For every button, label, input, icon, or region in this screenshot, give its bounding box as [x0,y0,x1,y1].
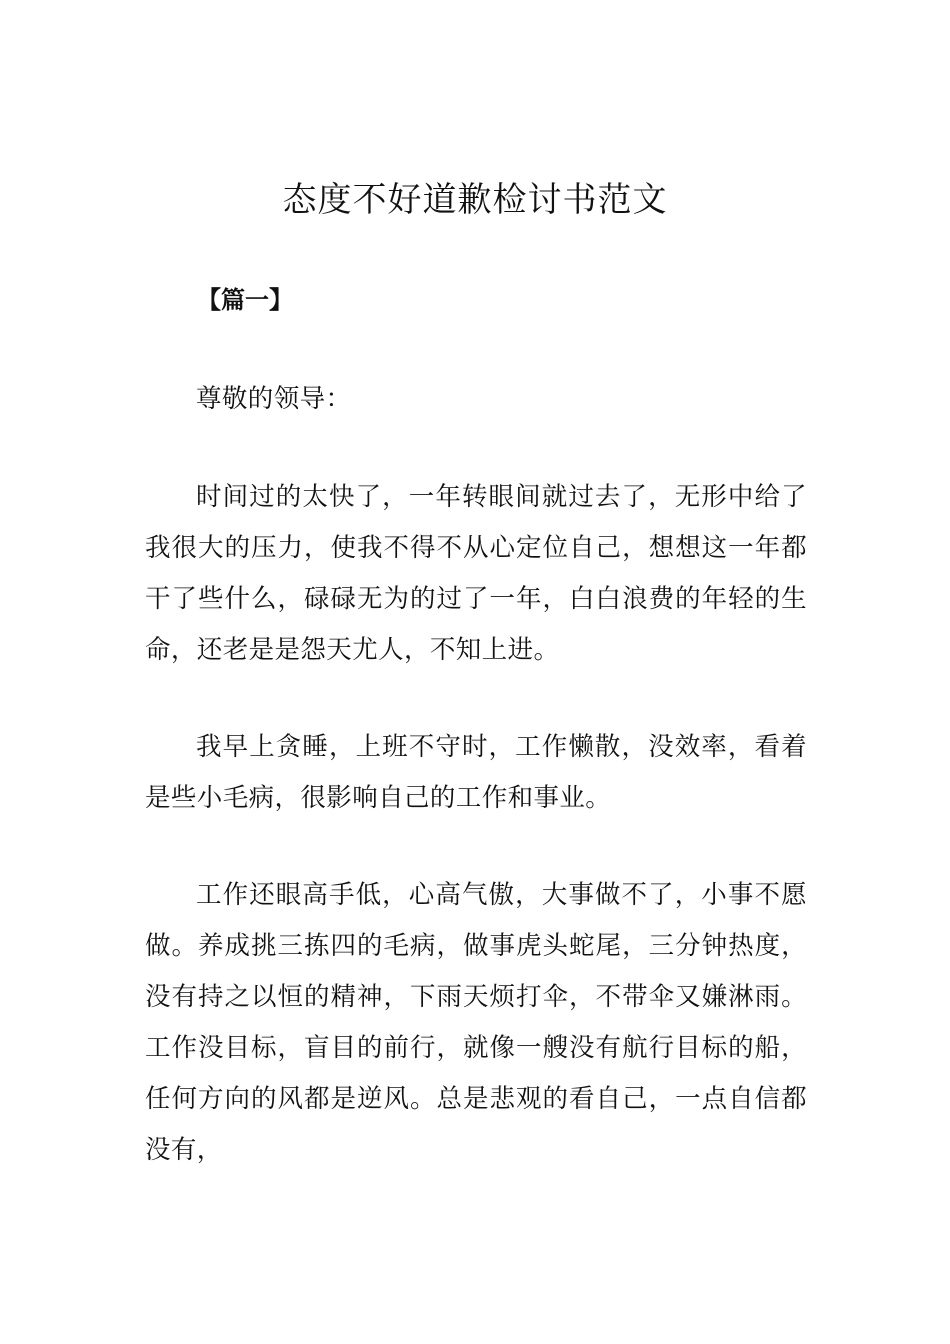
section-label: 【篇一】 [197,285,293,314]
paragraph-1: 时间过的太快了，一年转眼间就过去了，无形中给了我很大的压力，使我不得不从心定位自己，想想这一年都干了些什么，碌碌无为的过了一年，白白浪费的年轻的生命，还老是是怨天尤人，不知上进。 [145,482,807,665]
greeting: 尊敬的领导： [196,384,352,414]
paragraph-3: 工作还眼高手低，心高气傲，大事做不了，小事不愿做。养成挑三拣四的毛病，做事虎头蛇尾，三分钟热度，没有持之以恒的精神，下雨天烦打伞，不带伞又嫌淋雨。工作没目标，盲目的前行，就像一艘没有航行目标的船，任何方向的风都是逆风。总是悲观的看自己，一点自信都没有， [145,880,807,1165]
paragraph-2: 我早上贪睡，上班不守时，工作懒散，没效率，看着是些小毛病，很影响自己的工作和事业。 [145,732,807,813]
document-title: 态度不好道歉检讨书范文 [282,180,668,220]
